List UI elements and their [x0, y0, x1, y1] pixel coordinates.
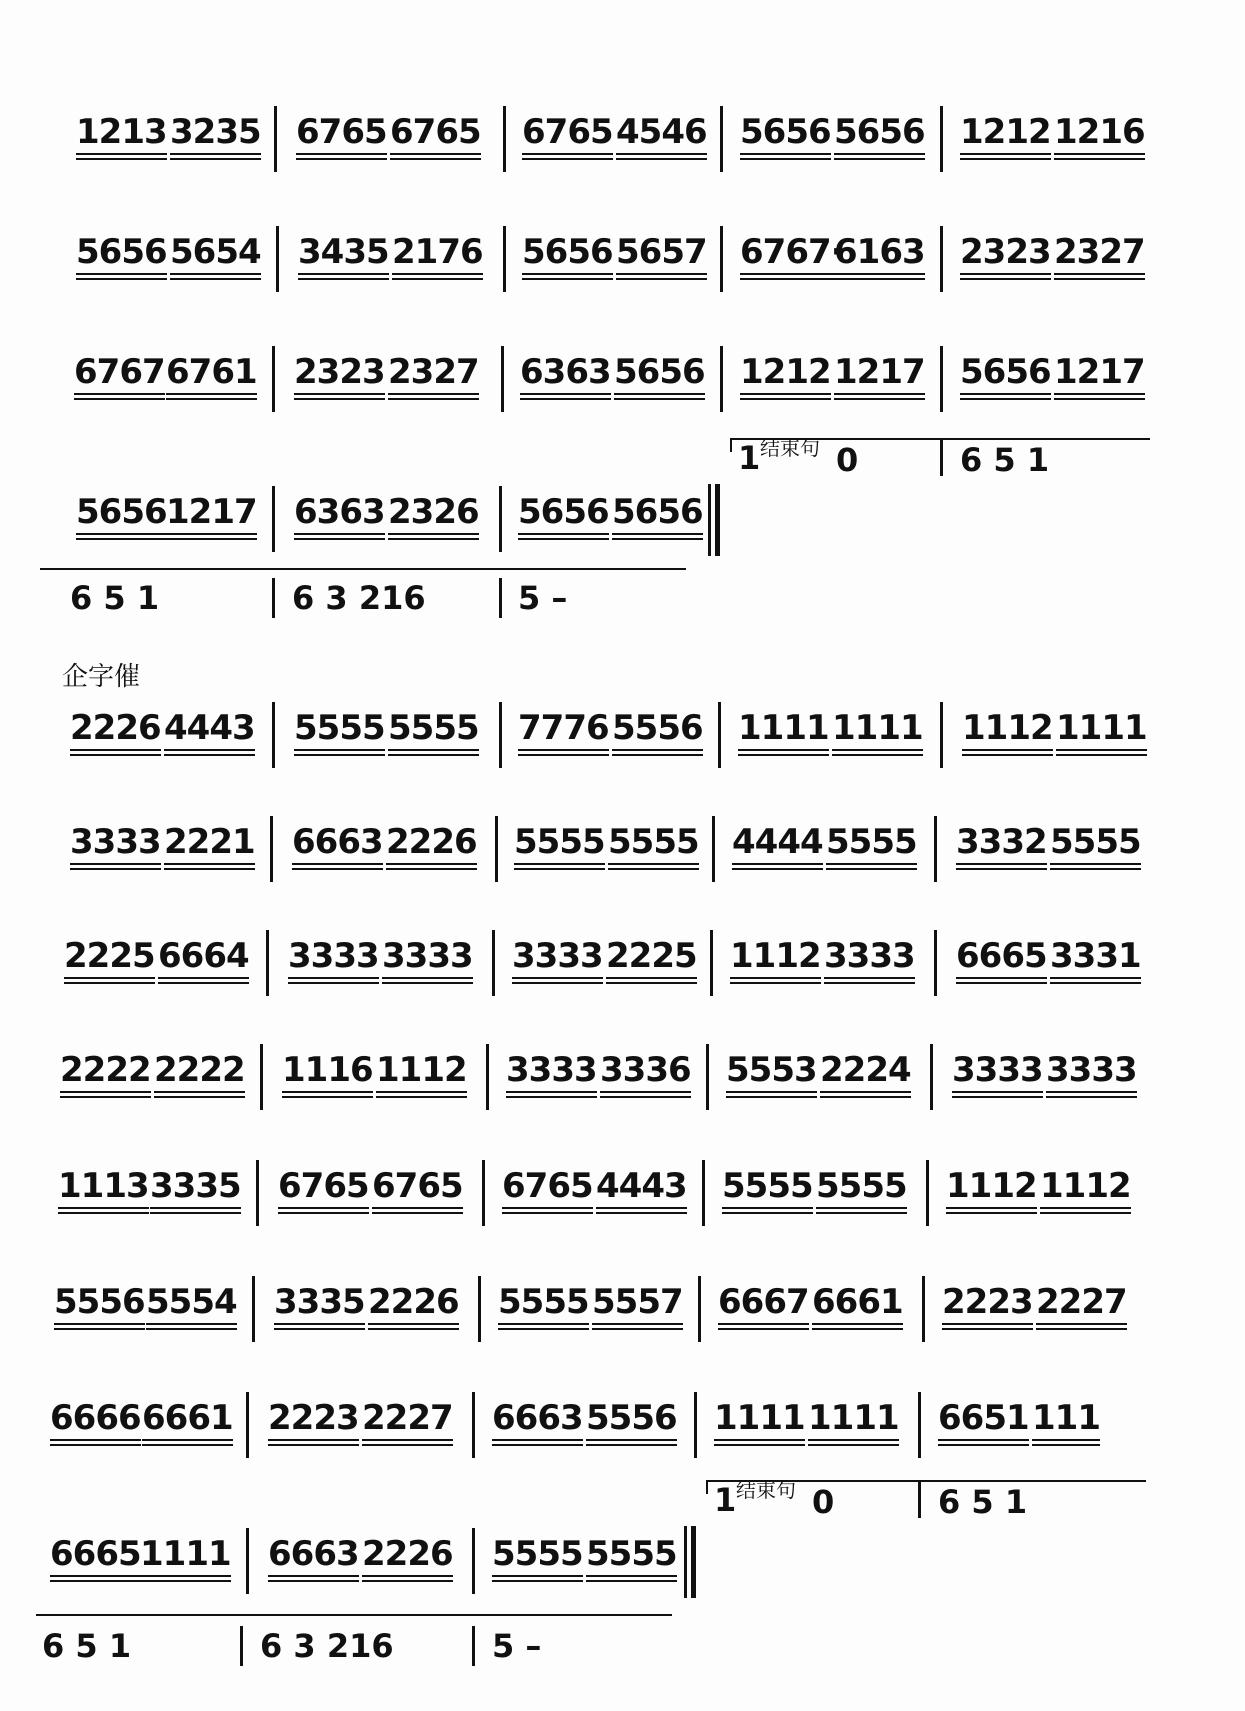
ending-line — [40, 568, 686, 570]
note-group: 3333 — [824, 936, 915, 976]
note-group: 6363 — [520, 352, 611, 392]
note-group: 111 — [1032, 1398, 1100, 1438]
barline — [918, 1392, 921, 1458]
note-group: 6667 — [718, 1282, 809, 1322]
note-group: 2226 — [70, 708, 161, 748]
ending-notes: 5 – — [518, 579, 568, 617]
barline — [706, 1044, 709, 1110]
ending-hook — [706, 1480, 708, 1494]
note-group: 3332 — [956, 822, 1047, 862]
score-line-b4 — [0, 1050, 1245, 1110]
note-group: 2327 — [1054, 232, 1145, 272]
ending-first-note: 1 — [738, 439, 761, 477]
note-group: 3333 — [382, 936, 473, 976]
barline — [934, 816, 937, 882]
note-group: 1111 — [832, 708, 923, 748]
note-group: 2226 — [386, 822, 477, 862]
note-group: 6163 — [834, 232, 925, 272]
note-group: 1112 — [962, 708, 1053, 748]
ending-rest: 0 — [812, 1483, 835, 1521]
ending-hook — [730, 438, 732, 452]
note-group: 3331 — [1050, 936, 1141, 976]
note-group: 4444 — [732, 822, 823, 862]
barline — [499, 486, 502, 552]
note-group: 2323 — [960, 232, 1051, 272]
ending-notes: 6 5 1 — [42, 1627, 132, 1665]
ending-first-note: 1 — [714, 1481, 737, 1519]
barline — [260, 1044, 263, 1110]
barline — [266, 930, 269, 996]
note-group: 5555 — [608, 822, 699, 862]
ending-label: 结束句 — [760, 436, 820, 460]
note-group: 6663 — [492, 1398, 583, 1438]
note-group: 2227 — [362, 1398, 453, 1438]
note-group: 1111 — [738, 708, 829, 748]
barline — [472, 1626, 475, 1666]
note-group: 2323 — [294, 352, 385, 392]
note-group: 3336 — [600, 1050, 691, 1090]
barline — [702, 1160, 705, 1226]
note-group: 3333 — [1046, 1050, 1137, 1090]
note-group: 6363 — [294, 492, 385, 532]
note-group: 2221 — [164, 822, 255, 862]
ending-line — [36, 1614, 672, 1616]
score-line-b2 — [0, 822, 1245, 882]
note-group: 6661 — [812, 1282, 903, 1322]
note-group: 7776 — [518, 708, 609, 748]
note-group: 5656 — [518, 492, 609, 532]
barline — [922, 1276, 925, 1342]
note-group: 1111 — [1056, 708, 1147, 748]
barline — [718, 702, 721, 768]
note-group: 6666 — [50, 1398, 141, 1438]
score-line-a4 — [0, 492, 1245, 552]
note-group: 6765 — [390, 112, 481, 152]
score-line-b5 — [0, 1166, 1245, 1226]
note-group: 6765 — [522, 112, 613, 152]
barline — [256, 1160, 259, 1226]
score-line-b1 — [0, 708, 1245, 768]
note-group: 2227 — [1036, 1282, 1127, 1322]
note-group: 1216 — [1054, 112, 1145, 152]
barline — [930, 1044, 933, 1110]
ending-notes: 6 5 1 — [960, 441, 1050, 479]
note-group: 5555 — [388, 708, 479, 748]
barline — [720, 106, 723, 172]
note-group: 6665 — [50, 1534, 141, 1574]
ending-notes: 6 5 1 — [938, 1483, 1028, 1521]
note-group: 5557 — [592, 1282, 683, 1322]
barline — [486, 1044, 489, 1110]
note-group: 6765 — [278, 1166, 369, 1206]
note-group: 1111 — [140, 1534, 231, 1574]
barline — [926, 1160, 929, 1226]
ending-notes: 6 3 216 — [260, 1627, 394, 1665]
note-group: 1113 — [58, 1166, 149, 1206]
note-group: 5657 — [616, 232, 707, 272]
note-group: 1217 — [834, 352, 925, 392]
note-group: 1212 — [740, 352, 831, 392]
score-line-a3 — [0, 352, 1245, 412]
note-group: 5656 — [76, 232, 167, 272]
barline — [940, 226, 943, 292]
note-group: 5555 — [816, 1166, 907, 1206]
note-group: 6661 — [142, 1398, 233, 1438]
note-group: 1111 — [714, 1398, 805, 1438]
note-group: 1217 — [1054, 352, 1145, 392]
note-group: 1112 — [1040, 1166, 1131, 1206]
barline — [499, 578, 502, 618]
note-group: 1217 — [166, 492, 257, 532]
barline — [246, 1528, 249, 1594]
note-group: 2224 — [820, 1050, 911, 1090]
note-group: 5555 — [514, 822, 605, 862]
note-group: 5555 — [722, 1166, 813, 1206]
barline — [270, 816, 273, 882]
barline — [272, 346, 275, 412]
note-group: 5656 — [960, 352, 1051, 392]
note-group: 6765 — [502, 1166, 593, 1206]
note-group: 6664 — [158, 936, 249, 976]
barline — [252, 1276, 255, 1342]
note-group: 1111 — [808, 1398, 899, 1438]
barline — [934, 930, 937, 996]
barline — [272, 578, 275, 618]
score-line-a2 — [0, 232, 1245, 292]
barline — [272, 702, 275, 768]
note-group: 3333 — [512, 936, 603, 976]
score-line-a1 — [0, 112, 1245, 172]
note-group: 2225 — [606, 936, 697, 976]
barline — [501, 346, 504, 412]
note-group: 6651 — [938, 1398, 1029, 1438]
note-group: 1116 — [282, 1050, 373, 1090]
barline — [710, 930, 713, 996]
note-group: 2222 — [154, 1050, 245, 1090]
section-title: 企字催 — [62, 662, 141, 692]
ending-label: 结束句 — [736, 1478, 796, 1502]
note-group: 5555 — [826, 822, 917, 862]
note-group: 1112 — [730, 936, 821, 976]
final-barline — [708, 484, 720, 556]
note-group: 4443 — [596, 1166, 687, 1206]
barline — [694, 1392, 697, 1458]
note-group: 2176 — [392, 232, 483, 272]
barline — [720, 346, 723, 412]
note-group: 3333 — [952, 1050, 1043, 1090]
ending-bracket-b2 — [0, 1614, 1245, 1664]
ending-bracket-a2 — [0, 568, 1245, 618]
note-group: 6663 — [268, 1534, 359, 1574]
note-group: 5555 — [498, 1282, 589, 1322]
note-group: 4443 — [164, 708, 255, 748]
ending-notes: 6 5 1 — [70, 579, 160, 617]
note-group: 2326 — [388, 492, 479, 532]
note-group: 1212 — [960, 112, 1051, 152]
score-line-b6 — [0, 1282, 1245, 1342]
note-group: 6663 — [292, 822, 383, 862]
note-group: 2223 — [268, 1398, 359, 1438]
note-group: 5656 — [614, 352, 705, 392]
note-group: 3335 — [274, 1282, 365, 1322]
note-group: 3235 — [170, 112, 261, 152]
barline — [240, 1626, 243, 1666]
note-group: 2327 — [388, 352, 479, 392]
barline — [274, 106, 277, 172]
note-group: 5556 — [612, 708, 703, 748]
note-group: 6765 — [372, 1166, 463, 1206]
note-group: 6767 — [74, 352, 165, 392]
note-group: 5555 — [586, 1534, 677, 1574]
score-line-b8 — [0, 1534, 1245, 1594]
barline — [503, 106, 506, 172]
note-group: 2226 — [362, 1534, 453, 1574]
ending-rest: 0 — [836, 441, 859, 479]
score-line-b3 — [0, 936, 1245, 996]
note-group: 5656 — [612, 492, 703, 532]
note-group: 2222 — [60, 1050, 151, 1090]
note-group: 5656 — [834, 112, 925, 152]
note-group: 5654 — [170, 232, 261, 272]
final-barline — [684, 1526, 696, 1598]
note-group: 2225 — [64, 936, 155, 976]
note-group: 5656 — [76, 492, 167, 532]
note-group: 5553 — [726, 1050, 817, 1090]
barline — [940, 346, 943, 412]
barline — [272, 486, 275, 552]
note-group: 3435 — [298, 232, 389, 272]
note-group: 3333 — [70, 822, 161, 862]
note-group: 1112 — [946, 1166, 1037, 1206]
note-group: 5555 — [1050, 822, 1141, 862]
barline — [276, 226, 279, 292]
note-group: 5556 — [586, 1398, 677, 1438]
note-group: 3333 — [506, 1050, 597, 1090]
note-group: 4546 — [616, 112, 707, 152]
barline — [940, 702, 943, 768]
note-group: 2226 — [368, 1282, 459, 1322]
ending-bracket-a1 — [0, 428, 1245, 478]
score-line-b7 — [0, 1398, 1245, 1458]
barline — [472, 1528, 475, 1594]
note-group: 5554 — [146, 1282, 237, 1322]
barline — [940, 106, 943, 172]
barline — [720, 226, 723, 292]
ending-notes: 6 3 216 — [292, 579, 426, 617]
barline — [918, 1482, 921, 1518]
barline — [712, 816, 715, 882]
note-group: 5555 — [492, 1534, 583, 1574]
barline — [482, 1160, 485, 1226]
barline — [478, 1276, 481, 1342]
note-group: 6765 — [296, 112, 387, 152]
note-group: 6665 — [956, 936, 1047, 976]
barline — [495, 816, 498, 882]
barline — [499, 702, 502, 768]
barline — [503, 226, 506, 292]
barline — [940, 440, 943, 476]
note-group: 2223 — [942, 1282, 1033, 1322]
note-group: 5555 — [294, 708, 385, 748]
note-group: 3333 — [288, 936, 379, 976]
note-group: 5556 — [54, 1282, 145, 1322]
barline — [492, 930, 495, 996]
barline — [698, 1276, 701, 1342]
note-group: 1213 — [76, 112, 167, 152]
note-group: 5656 — [740, 112, 831, 152]
note-group: 1112 — [376, 1050, 467, 1090]
note-group: 6767· — [740, 232, 843, 272]
note-group: 6761 — [166, 352, 257, 392]
note-group: 5656 — [522, 232, 613, 272]
barline — [472, 1392, 475, 1458]
ending-bracket-b1 — [0, 1470, 1245, 1520]
barline — [246, 1392, 249, 1458]
ending-notes: 5 – — [492, 1627, 542, 1665]
note-group: 3335 — [150, 1166, 241, 1206]
